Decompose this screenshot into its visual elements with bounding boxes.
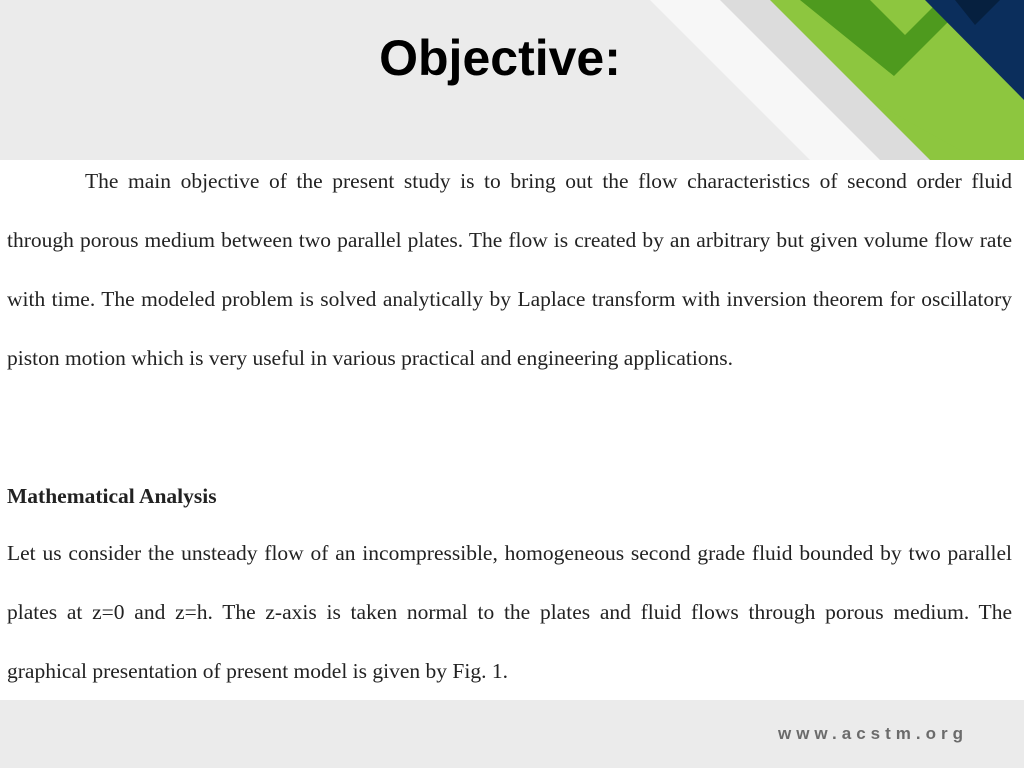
content-panel bbox=[0, 160, 1024, 700]
objective-paragraph: The main objective of the present study is to bring out the flow characteristics of second order fluid through porous medium between two parallel plates. The flow is created by an arbitrary but given volume flow rate with time. The modeled problem is solved analytically by Laplace transform with inversion theorem for oscillatory piston motion which is very useful in various practical and engineering applications. bbox=[7, 169, 1012, 370]
footer-url: www.acstm.org bbox=[777, 724, 968, 743]
slide-title: Objective: bbox=[379, 30, 621, 86]
section-heading: Mathematical Analysis bbox=[7, 484, 217, 508]
analysis-paragraph: Let us consider the unsteady flow of an incompressible, homogeneous second grade fluid bounded by two parallel plates at z=0 and z=h. The z-axis is taken normal to the plates and fluid flows through porous medium. The graphical presentation of present model is given by Fig. 1. bbox=[7, 541, 1012, 683]
